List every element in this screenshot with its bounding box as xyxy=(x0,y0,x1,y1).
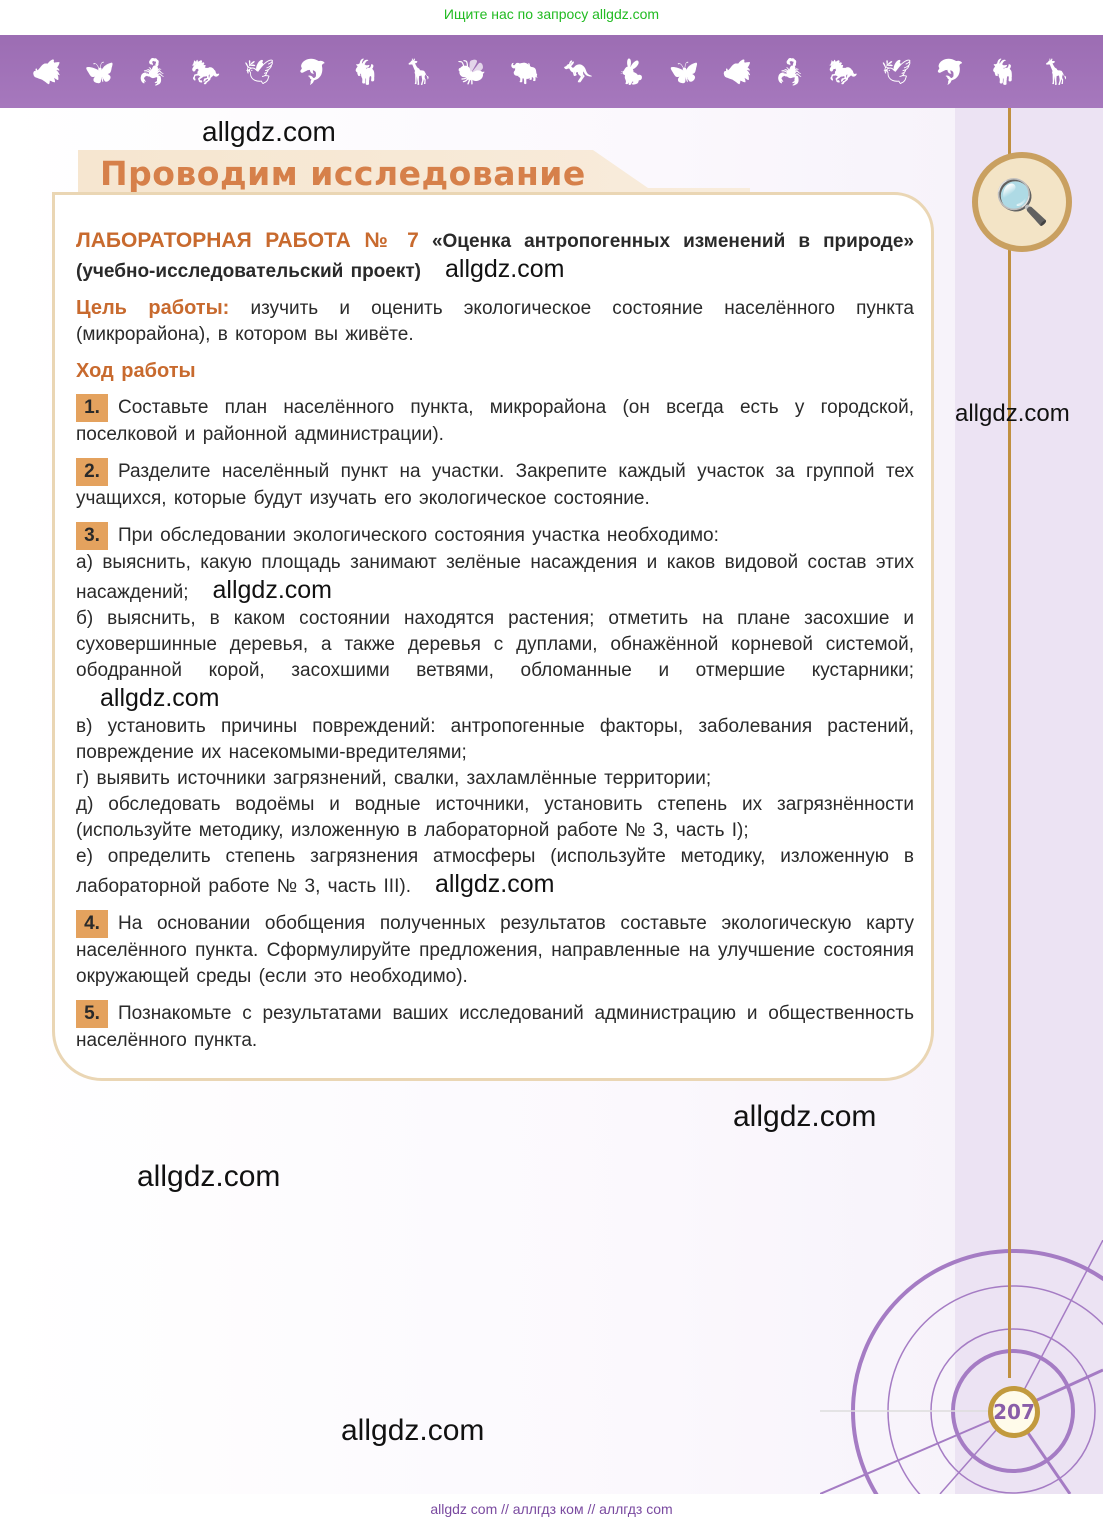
goal-text: изучить и оценить экологическое состояние населённого пункта (микрорайона), в котором вы живёте. xyxy=(76,298,914,345)
footer: allgdz com // аллгдз ком // аллгдз com xyxy=(430,1501,673,1517)
watermark: allgdz.com xyxy=(100,684,220,712)
animal-icon: 🐃 xyxy=(509,57,540,86)
watermark: allgdz.com xyxy=(341,1414,485,1447)
step-number: 2. xyxy=(76,458,108,486)
animal-icon: 🐎 xyxy=(828,57,859,86)
animal-band xyxy=(0,35,1103,108)
step-number: 5. xyxy=(76,1000,108,1028)
lab-label: ЛАБОРАТОРНАЯ РАБОТА № 7 xyxy=(76,229,419,252)
watermark: allgdz.com xyxy=(733,1100,877,1133)
animal-icon: 🦂 xyxy=(137,57,168,86)
watermark: allgdz.com xyxy=(202,116,336,147)
step-number: 1. xyxy=(76,394,108,422)
lab-content xyxy=(76,228,914,1054)
top-note: Ищите нас по запросу allgdz.com xyxy=(443,6,660,22)
step-text: Познакомьте с результатами ваших исследований администрацию и общественность населённого пункта. xyxy=(76,1003,914,1051)
animal-icon: 🦋 xyxy=(84,57,115,86)
page-number: 207 xyxy=(988,1386,1040,1438)
substep: д) обследовать водоёмы и водные источники, установить степень их загрязнённости (используйте методику, изложенную в лабораторной работе № 3, часть I); xyxy=(76,794,914,841)
watermark: allgdz.com xyxy=(434,870,555,898)
substep-e xyxy=(76,844,914,900)
substep-b xyxy=(76,606,914,714)
animal-icon: 🐎 xyxy=(190,57,221,86)
animal-icon: 🐇 xyxy=(616,57,646,86)
step-number: 3. xyxy=(76,522,108,550)
animal-icon: 🦒 xyxy=(403,57,434,86)
animal-icon: 🦋 xyxy=(669,57,699,86)
watermark: allgdz.com xyxy=(212,576,332,604)
animal-icon: 🐗 xyxy=(722,57,753,86)
lab-heading xyxy=(76,228,914,285)
step-text: На основании обобщения полученных результатов составьте экологическую карту населённого пункта. Сформулируйте предложения, направленные на улучшение состояния окружающей среды (если это необходимо). xyxy=(76,913,914,987)
step-5 xyxy=(76,1000,914,1054)
lab-title: «Оценка антропогенных изменений в природе» (учебно-исследовательский проект) xyxy=(76,231,914,282)
watermark: allgdz.com xyxy=(955,400,1070,427)
gold-line xyxy=(1008,108,1011,1378)
substep: г) выявить источники загрязнений, свалки, захламлённые территории; xyxy=(76,768,712,789)
step-text: Составьте план населённого пункта, микрорайона (он всегда есть у городской, поселковой и районной администрации). xyxy=(76,397,914,445)
section-title: Проводим исследование xyxy=(100,154,586,193)
substep-text: а) выяснить, какую площадь занимают зелёные насаждения и каков видовой состав этих насаждений; xyxy=(76,552,914,603)
decorative-rings xyxy=(820,1240,1103,1494)
step-4 xyxy=(76,910,914,990)
procedure-label: Ход работы xyxy=(76,360,196,382)
lab-box xyxy=(52,192,934,1081)
animal-icon: 🐐 xyxy=(988,57,1019,86)
step-text: При обследовании экологического состояния участка необходимо: xyxy=(118,525,719,546)
magnifier-icon: 🔍 xyxy=(972,152,1072,252)
substep-text: б) выяснить, в каком состоянии находятся растения; отметить на плане засохшие и суховершинные деревья, а также деревья с дуплами, обнажённой корневой системой, ободранной корой, засохшими ветвями, обломанные и отмершие кустарники; xyxy=(76,608,914,681)
animal-icon: 🐗 xyxy=(31,57,62,86)
step-1 xyxy=(76,394,914,448)
animal-icon: 🕊 xyxy=(881,57,912,86)
animal-icon: 🐬 xyxy=(935,57,965,86)
substep-text: е) определить степень загрязнения атмосферы (используйте методику, изложенную в лабораторной работе № 3, часть III). xyxy=(76,846,914,897)
substep-a xyxy=(76,550,914,606)
animal-icon: 🦂 xyxy=(775,57,806,86)
watermark: allgdz.com xyxy=(444,255,565,283)
substep: в) установить причины повреждений: антропогенные факторы, заболевания растений, повреждение их насекомыми-вредителями; xyxy=(76,716,914,763)
animal-icon: 🦒 xyxy=(1041,57,1072,86)
animal-icon: 🕊 xyxy=(243,57,275,86)
step-text: Разделите населённый пункт на участки. Закрепите каждый участок за группой тех учащихся, которые будут изучать его экологическое состояние. xyxy=(76,461,914,509)
goal xyxy=(76,295,914,348)
animal-icon: 🐐 xyxy=(350,57,381,86)
animal-icon: 🐬 xyxy=(297,57,328,86)
step-2 xyxy=(76,458,914,512)
watermark: allgdz.com xyxy=(137,1160,281,1193)
animal-icon: 🦘 xyxy=(562,57,593,86)
goal-label: Цель работы: xyxy=(76,297,230,319)
step-3 xyxy=(76,522,914,550)
step-number: 4. xyxy=(76,910,108,938)
animal-icon: 🐝 xyxy=(456,57,487,86)
